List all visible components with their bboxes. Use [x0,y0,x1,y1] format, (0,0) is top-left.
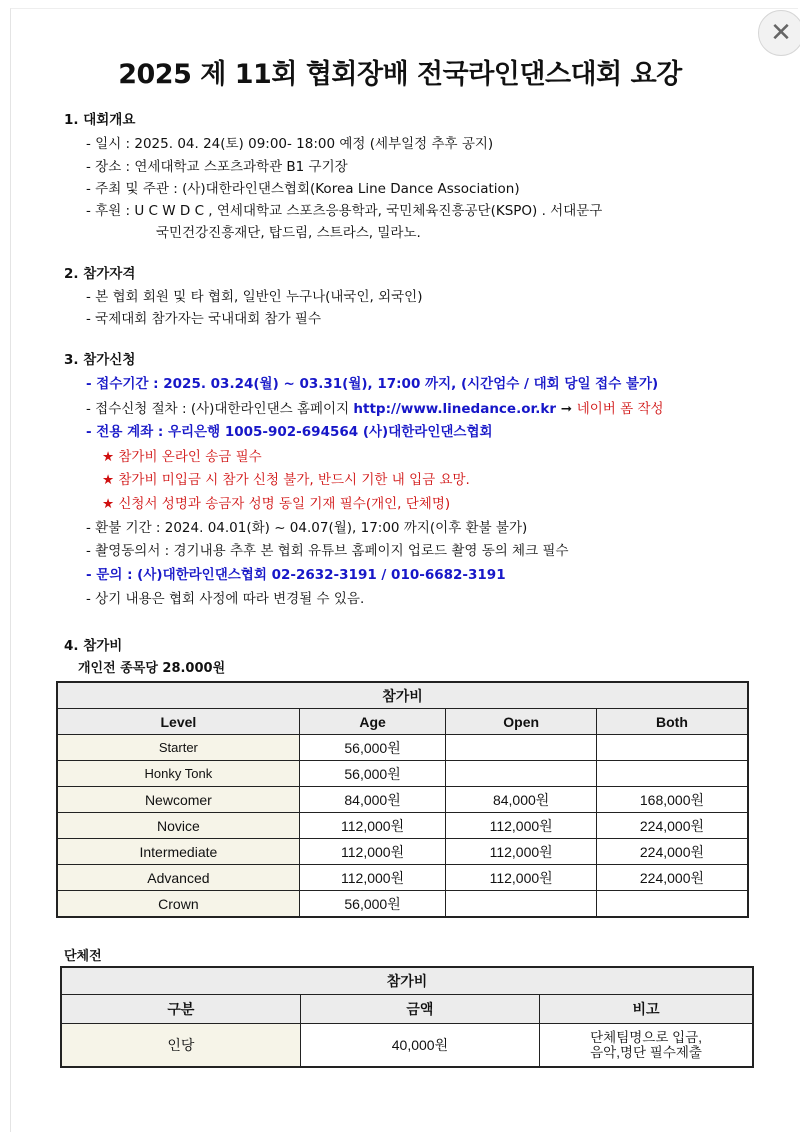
header-amount: 금액 [300,995,539,1024]
level-cell: Honky Tonk [57,761,299,787]
group-fee-table [60,966,754,1068]
section-1-heading: 1. 대회개요 [64,112,136,128]
both-cell: 224,000원 [596,865,748,891]
age-cell: 112,000원 [299,839,446,865]
level-cell: Novice [57,813,299,839]
note-line-2: 음악,명단 필수제출 [590,1045,702,1060]
table-row [57,865,748,891]
both-cell: 224,000원 [596,839,748,865]
notice-star-1: ★ 참가비 온라인 송금 필수 [102,449,262,465]
table-row [57,735,748,761]
level-cell: Newcomer [57,787,299,813]
table-row [57,891,748,918]
both-cell [596,735,748,761]
individual-fee-table [56,681,749,918]
header-category: 구분 [61,995,300,1024]
procedure-text: - 접수신청 절차 : (사)대한라인댄스 홈페이지 [86,401,354,417]
amount-cell: 40,000원 [300,1024,539,1068]
note-cell [540,1024,753,1068]
individual-fee-subtitle: 개인전 종목당 28.000원 [78,661,226,676]
contact-info: - 문의 : (사)대한라인댄스협회 02-2632-3191 / 010-6682-3191 [86,567,506,583]
age-cell: 84,000원 [299,787,446,813]
close-button[interactable] [758,10,800,56]
event-venue: - 장소 : 연세대학교 스포츠과학관 B1 구기장 [86,159,348,175]
event-date: - 일시 : 2025. 04. 24(토) 09:00- 18:00 예정 (세부일정 추후 공지) [86,136,494,152]
group-section-title: 단체전 [64,949,102,964]
category-cell: 인당 [61,1024,300,1068]
both-cell [596,891,748,918]
event-host: - 주최 및 주관 : (사)대한라인댄스협회(Korea Line Dance Association) [86,181,520,197]
table-row [57,787,748,813]
level-cell: Intermediate [57,839,299,865]
filming-consent: - 촬영동의서 : 경기내용 추후 본 협회 유튜브 홈페이지 업로드 촬영 동의 체크 필수 [86,543,569,559]
notice-star-2: ★ 참가비 미입금 시 참가 신청 불가, 반드시 기한 내 입금 요망. [102,472,470,488]
header-open: Open [446,709,597,735]
naver-form-text: 네이버 폼 작성 [576,401,664,417]
level-cell: Starter [57,735,299,761]
open-cell [446,891,597,918]
header-both: Both [596,709,748,735]
fee-table-caption: 참가비 [57,682,748,709]
table-row [57,813,748,839]
open-cell [446,735,597,761]
both-cell: 168,000원 [596,787,748,813]
header-note: 비고 [540,995,753,1024]
table-row [57,761,748,787]
open-cell: 112,000원 [446,839,597,865]
event-sponsor-cont: 국민건강진흥재단, 탑드림, 스트라스, 밀라노. [156,225,421,241]
eligibility-line-2: - 국제대회 참가자는 국내대회 참가 필수 [86,311,321,327]
arrow-icon: ➞ [556,401,577,417]
change-notice: - 상기 내용은 협회 사정에 따라 변경될 수 있음. [86,591,365,607]
age-cell: 112,000원 [299,813,446,839]
section-3-heading: 3. 참가신청 [64,352,136,368]
header-age: Age [299,709,446,735]
open-cell [446,761,597,787]
table-row [61,1024,753,1068]
close-icon: ✕ [770,18,792,48]
refund-period: - 환불 기간 : 2024. 04.01(화) ~ 04.07(월), 17:00 까지(이후 환불 불가) [86,520,528,536]
header-level: Level [57,709,299,735]
homepage-link[interactable]: http://www.linedance.or.kr [353,401,556,417]
registration-period: - 접수기간 : 2025. 03.24(월) ~ 03.31(월), 17:00 까지, (시간엄수 / 대회 당일 접수 불가) [86,376,659,392]
section-4-heading: 4. 참가비 [64,638,123,654]
level-cell: Advanced [57,865,299,891]
open-cell: 112,000원 [446,865,597,891]
table-row [57,839,748,865]
note-line-1: 단체팀명으로 입금, [590,1030,702,1045]
registration-procedure [86,397,664,417]
bank-account: - 전용 계좌 : 우리은행 1005-902-694564 (사)대한라인댄스협회 [86,424,493,440]
both-cell [596,761,748,787]
age-cell: 56,000원 [299,735,446,761]
event-sponsor: - 후원 : U C W D C , 연세대학교 스포츠응용학과, 국민체육진흥공단(KSPO) . 서대문구 [86,203,603,219]
page-title: 2025 제 11회 협회장배 전국라인댄스대회 요강 [118,59,682,90]
notice-star-3: ★ 신청서 성명과 송금자 성명 동일 기재 필수(개인, 단체명) [102,496,451,512]
eligibility-line-1: - 본 협회 회원 및 타 협회, 일반인 누구나(내국인, 외국인) [86,289,423,305]
section-2-heading: 2. 참가자격 [64,266,136,282]
level-cell: Crown [57,891,299,918]
open-cell: 84,000원 [446,787,597,813]
group-table-caption: 참가비 [61,967,753,995]
open-cell: 112,000원 [446,813,597,839]
age-cell: 56,000원 [299,761,446,787]
age-cell: 56,000원 [299,891,446,918]
age-cell: 112,000원 [299,865,446,891]
both-cell: 224,000원 [596,813,748,839]
